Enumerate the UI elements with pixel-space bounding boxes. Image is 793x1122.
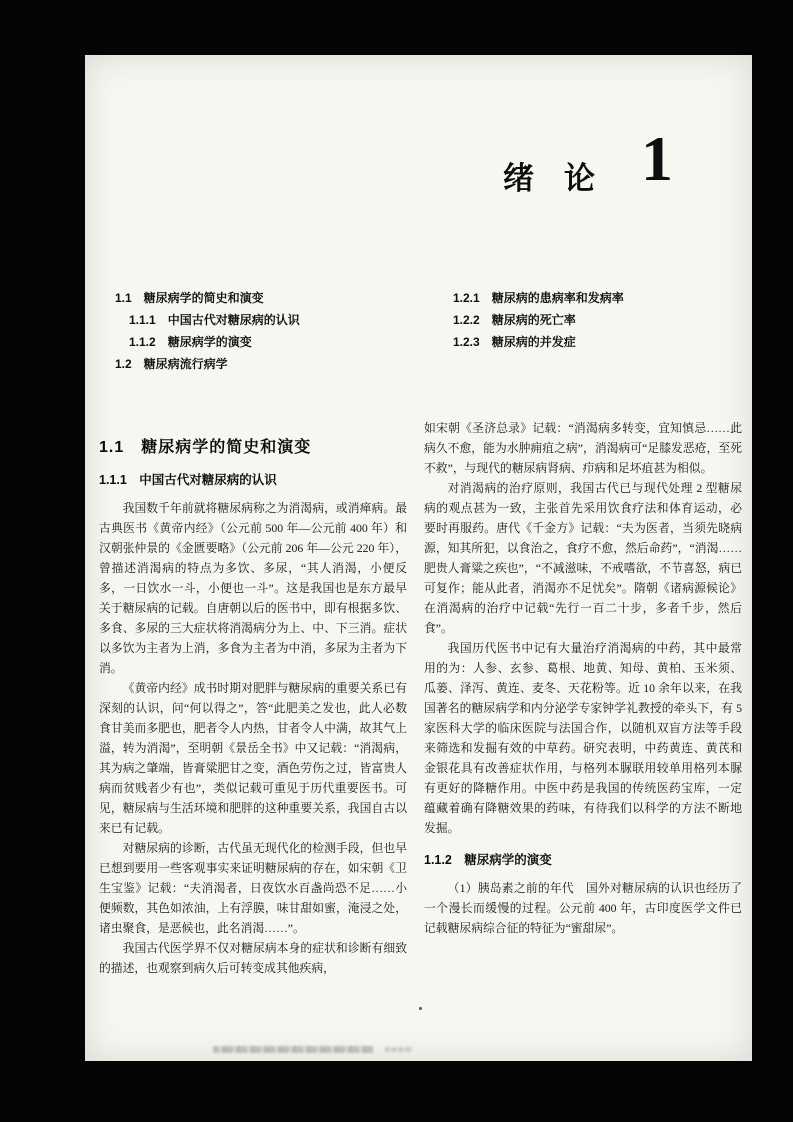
body-left-column [99, 438, 407, 978]
chapter-number: 1 [641, 123, 673, 194]
toc-item: 1.1 糖尿病学的简史和演变 [115, 291, 264, 305]
page-mark-dot [419, 1007, 422, 1010]
chapter-title: 绪论 [503, 161, 625, 196]
paragraph: 对糖尿病的诊断，古代虽无现代化的检测手段，但也早已想到要用一些客观事实来证明糖尿病的存在，如宋朝《卫生宝鉴》记载：“夫消渴者，日夜饮水百盏尚恐不足……小便频数，其色如浓油，上有浮膜，味甘甜如蜜，淹浸之处，诸虫聚食，是恶候也，此名消渴……”。 [99, 841, 407, 935]
toc-item: 1.1.1 中国古代对糖尿病的认识 [129, 313, 300, 327]
subsection-heading-2: 1.1.2 糖尿病学的演变 [424, 853, 552, 867]
paragraph-continuation: 如宋朝《圣济总录》记载：“消渴病多转变，宜知慎忌……此病久不愈，能为水肿痈疽之病”，消渴病可“足膝发恶疮，至死不救”，与现代的糖尿病肾病、疖病和足坏疽甚为相似。 [424, 421, 742, 475]
toc-item: 1.2.1 糖尿病的患病率和发病率 [453, 291, 624, 305]
toc-right-column [453, 287, 743, 353]
subsection-heading-1: 1.1.1 中国古代对糖尿病的认识 [99, 473, 277, 487]
paragraph: 我国古代医学界不仅对糖尿病本身的症状和诊断有细致的描述，也观察到病久后可转变成其他疾病， [99, 941, 407, 975]
book-page [85, 55, 752, 1061]
paragraph: 《黄帝内经》成书时期对肥胖与糖尿病的重要关系已有深刻的认识，问“何以得之”，答“此肥美之发也，此人必数食甘美而多肥也，肥者令人内热，甘者令人中满，故其气上溢，转为消渴”，至明朝《景岳全书》中又记载：“消渴病，其为病之肇端，皆膏粱肥甘之变，酒色劳伤之过，皆富贵人病而贫贱者少有也”，类似记载可重见于历代重要医书。可见，糖尿病与生活环境和肥胖的这种重要关系，我国自古以来已有记载。 [99, 681, 407, 835]
section-heading: 1.1 糖尿病学的简史和演变 [99, 439, 312, 456]
footer-blurred-text-2 [385, 1047, 413, 1052]
toc-item: 1.2.3 糖尿病的并发症 [453, 335, 576, 349]
paragraph: 我国历代医书中记有大量治疗消渴病的中药，其中最常用的为：人参、玄参、葛根、地黄、知母、黄柏、玉米须、瓜蒌、泽泻、黄连、麦冬、天花粉等。近 10 余年以来，在我国著名的糖尿病学和内分泌学专家钟学礼教授的牵头下，有 5 家医科大学的临床医院与法国合作，以随机双盲方法等手段来筛选和发掘有效的中草药。研究表明，中药黄连、黄芪和金银花具有改善症状作用，与格列本脲联用较单用格列本脲有更好的降糖作用。中医中药是我国的传统医药宝库，一定蕴藏着确有降糖效果的药味，有待我们以科学的方法不断地发掘。 [424, 641, 742, 835]
toc-item: 1.2.2 糖尿病的死亡率 [453, 313, 576, 327]
toc-left-column [115, 287, 415, 375]
paragraph: （1）胰岛素之前的年代 国外对糖尿病的认识也经历了一个漫长而缓慢的过程。公元前 400 年，古印度医学文件已记载糖尿病综合征的特征为“蜜甜尿”。 [424, 881, 742, 935]
paragraph: 对消渴病的治疗原则，我国古代已与现代处理 2 型糖尿病的观点甚为一致，主张首先采用饮食疗法和体育运动，必要时再服药。唐代《千金方》记载：“夫为医者，当须先晓病源，知其所犯，以食治之，食疗不愈，然后命药”，“消渴……肥贵人膏粱之疾也”，“不减滋味，不戒嗜欲，不节喜怒，病已可复作；能从此者，消渴亦不足忧矣”。隋朝《诸病源候论》在消渴病的治疗中记载“先行一百二十步，多者千步，然后食”。 [424, 481, 742, 635]
toc-item: 1.2 糖尿病流行病学 [115, 357, 228, 371]
body-right-column [424, 418, 742, 938]
toc-item: 1.1.2 糖尿病学的演变 [129, 335, 252, 349]
footer-blurred-text [213, 1046, 373, 1053]
paragraph: 我国数千年前就将糖尿病称之为消渴病，或消瘅病。最古典医书《黄帝内经》（公元前 500 年—公元前 400 年）和汉朝张仲景的《金匮要略》（公元前 206 年—公元 220 年），曾描述消渴病的特点为多饮、多尿，“其人消渴，小便反多，一日饮水一斗，小便也一斗”。这是我国也是东方最早关于糖尿病的记载。自唐朝以后的医书中，即有根据多饮、多食、多尿的三大症状将消渴病分为上、中、下三消。症状以多饮为主者为上消，多食为主者为中消，多尿为主者为下消。 [99, 501, 407, 675]
